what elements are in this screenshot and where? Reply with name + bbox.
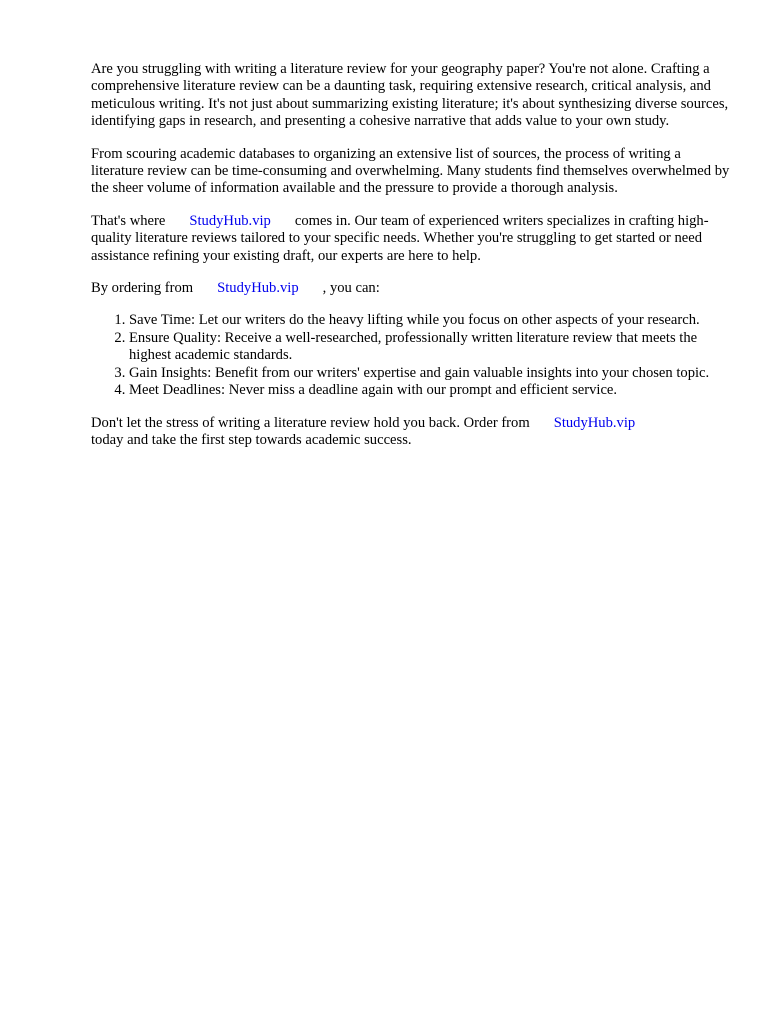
studyhub-link-3[interactable]: StudyHub.vip [553,414,636,431]
paragraph-by-ordering-lead: By ordering from [91,280,194,297]
list-item: 4. Meet Deadlines: Never miss a deadline again with our prompt and efficient service. [129,382,731,399]
paragraph-by-ordering-tail: , you can: [322,280,380,297]
paragraph-process: From scouring academic databases to organizing an extensive list of sources, the process of writing a literature review can be time-consuming and overwhelming. Many students find themselves overwhelmed by the sheer volume of information available and the pressure to provide a thorough analysis. [91,145,730,197]
paragraph-thats-where-lead: That's where [91,212,166,229]
paragraph-closing [91,415,731,450]
paragraph-thats-where [91,213,731,265]
paragraph-by-ordering [91,280,731,297]
document-body [91,61,731,464]
list-item: 3. Gain Insights: Benefit from our writers' expertise and gain valuable insights into your chosen topic. [129,365,731,382]
list-item: 1. Save Time: Let our writers do the heavy lifting while you focus on other aspects of your research. [129,312,731,329]
list-item: 2. Ensure Quality: Receive a well-researched, professionally written literature review that meets the highest academic standards. [129,330,731,365]
studyhub-link-1[interactable]: StudyHub.vip [189,212,271,229]
paragraph-intro: Are you struggling with writing a literature review for your geography paper? You're not alone. Crafting a comprehensive literature review can be a daunting task, requiring extensive research, critical analysis, and meticulous writing. It's not just about summarizing existing literature; it's about synthesizing diverse sources, identifying gaps in research, and presenting a cohesive narrative that adds value to your own study. [91,61,729,130]
paragraph-closing-tail: today and take the first step towards academic success. [91,431,412,448]
benefits-list [91,312,731,399]
paragraph-closing-lead: Don't let the stress of writing a literature review hold you back. Order from [91,414,530,431]
studyhub-link-2[interactable]: StudyHub.vip [217,280,299,297]
paragraph-thats-where-tail: comes in. Our team of experienced writers specializes in crafting high-quality literature reviews tailored to your specific needs. Whether you're struggling to get started or need assistance refining your existing draft, our experts are here to help. [91,212,709,264]
